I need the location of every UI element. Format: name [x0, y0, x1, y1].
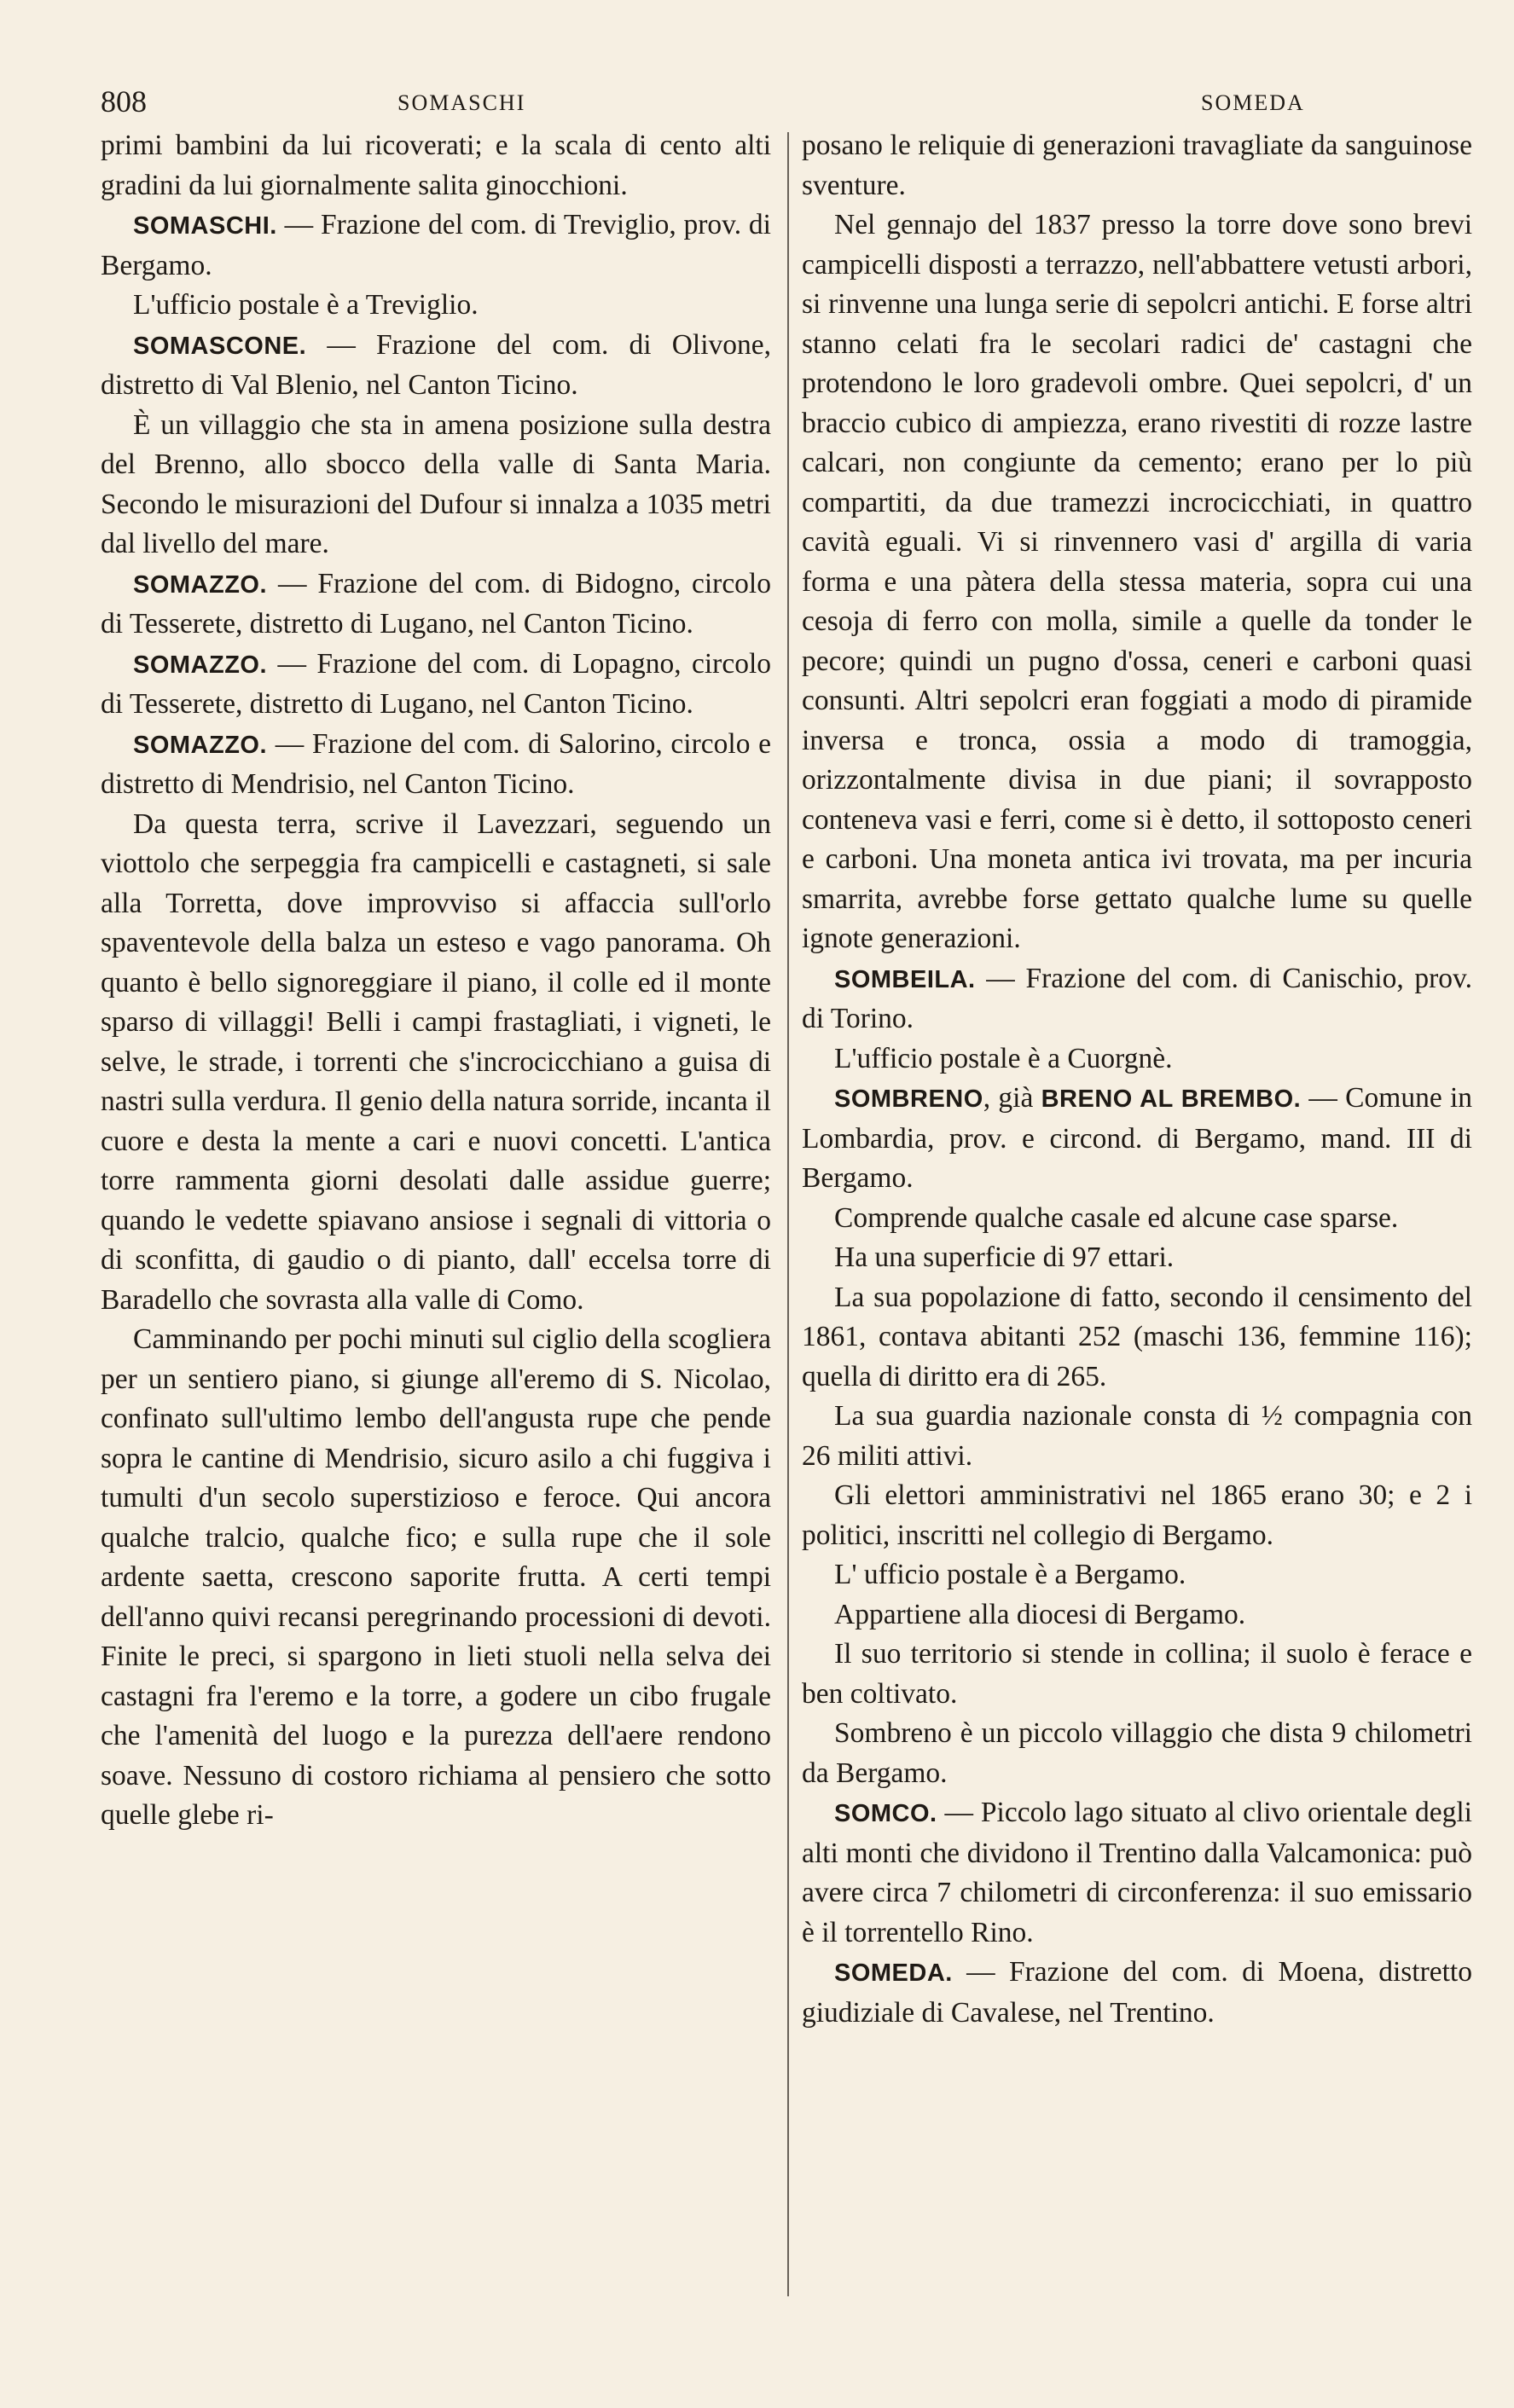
right-column: [802, 126, 1472, 2033]
paragraph-text: — Frazione del com. di Canischio, prov. di Torino.: [802, 962, 1472, 1034]
entry-headword: BRENO AL BREMBO.: [1041, 1085, 1302, 1113]
body-paragraph: [802, 1595, 1472, 1635]
paragraph-text: — Frazione del com. di Moena, distretto giudiziale di Cavalese, nel Trentino.: [802, 1956, 1472, 2029]
entry-headword: SOMAZZO.: [133, 731, 268, 759]
body-paragraph: [802, 1397, 1472, 1476]
paragraph-text: Da questa terra, scrive il Lavezzari, seguendo un viottolo che serpeggia fra campicelli e castagneti, si sale alla Torretta, dove improvviso si affaccia sull'orlo spaventevole della balza un esteso e vago panorama. Oh quanto è bello signoreggiare il piano, il colle ed il monte sparso di villaggi! Belli i campi frastagliati, i vigneti, le selve, le strade, i torrenti che s'incrocicchiano a guisa di nastri sulla verdura. Il genio della natura sorride, incanta il cuore e desta la mente a cari e nuovi concetti. L'antica torre rammenta giorni desolati dalle assidue guerre; quando le vedette spiavano ansiose i segnali di vittoria o di sconfitta, di gaudio o di pianto, dall' eccelsa torre di Baradello che sovrasta alla valle di Como.: [101, 807, 771, 1316]
entry-paragraph: [802, 959, 1472, 1039]
body-paragraph: [802, 1476, 1472, 1555]
body-paragraph: [802, 1238, 1472, 1278]
paragraph-text: — Comune in Lombardia, prov. e circond. di Bergamo, mand. III di Bergamo.: [802, 1082, 1473, 1194]
paragraph-text: L' ufficio postale è a Bergamo.: [834, 1559, 1186, 1590]
body-paragraph: [101, 805, 771, 1321]
paragraph-text: Nel gennajo del 1837 presso la torre dove sono brevi campicelli disposti a terrazzo, nell'abbattere vetusti arbori, si rinvenne una lunga serie di sepolcri antichi. E forse altri stanno celati fra le secolari radici de' castagni che protendono le loro gradevoli ombre. Quei sepolcri, d' un braccio cubico di ampiezza, erano rivestiti di rozze lastre calcari, non congiunte da cemento; erano per lo più compartiti, da due tramezzi incrocicchiati, in quattro cavità eguali. Vi si rinvennero vasi d' argilla di varia forma e una pàtera della stessa materia, sopra cui una cesoja di ferro con molla, simile a quelle da tonder le pecore; quindi un pugno d'ossa, ceneri e carboni quasi consunti. Altri sepolcri eran foggiati a modo di piramide inversa e tronca, ossia a modo di tramoggia, orizzontalmente divisa in due piani; il sovrapposto conteneva vasi e ferri, come si è detto, il sottoposto ceneri e carboni. Una moneta antica ivi trovata, ma per incuria smarrita, avrebbe forse gettato qualche lume su quelle ignote generazioni.: [802, 209, 1472, 954]
entry-paragraph: [802, 1079, 1472, 1199]
entry-paragraph: [101, 326, 771, 406]
body-paragraph: [101, 126, 771, 205]
body-paragraph: [802, 1635, 1472, 1714]
paragraph-text: Sombreno è un piccolo villaggio che dista 9 chilometri da Bergamo.: [802, 1717, 1472, 1789]
paragraph-text: La sua guardia nazionale consta di ½ compagnia con 26 militi attivi.: [802, 1400, 1472, 1472]
body-paragraph: [802, 1199, 1472, 1239]
paragraph-text: Comprende qualche casale ed alcune case sparse.: [834, 1201, 1399, 1234]
entry-headword: SOMCO.: [834, 1800, 937, 1827]
paragraph-text: — Piccolo lago situato al clivo orientale degli alti monti che dividono il Trentino dalla Valcamonica: può avere circa 7 chilometri di circonferenza: il suo emissario è il torrentello Rino.: [802, 1797, 1472, 1948]
body-paragraph: [802, 126, 1472, 205]
page-header: [101, 84, 1474, 126]
entry-headword: SOMAZZO.: [133, 570, 268, 599]
paragraph-text: Camminando per pochi minuti sul ciglio della scogliera per un sentiero piano, si giunge all'eremo di S. Nicolao, confinato sull'ultimo lembo dell'angusta rupe che pende sopra le cantine di Mendrisio, sicuro asilo a chi fuggiva i tumulti d'un secolo superstizioso e feroce. Qui ancora qualche tralcio, qualche fico; e sulla rupe che il sole ardente saetta, crescono saporite frutta. A certi tempi dell'anno quivi recansi peregrinando processioni di devoti. Finite le preci, si spargono in lieti stuoli nella selva dei castagni fra l'eremo e la torre, a godere un cibo frugale che l'amenità del luogo e la purezza dell'aere rendono soave. Nessuno di costoro richiama al pensiero che sotto quelle glebe ri-: [101, 1323, 771, 1831]
body-paragraph: [802, 1278, 1472, 1398]
paragraph-text: — Frazione del com. di Lopagno, circolo di Tesserete, distretto di Lugano, nel Canton Ticino.: [101, 647, 771, 720]
paragraph-text: È un villaggio che sta in amena posizione sulla destra del Brenno, allo sbocco della valle di Santa Maria. Secondo le misurazioni del Dufour si innalza a 1035 metri dal livello del mare.: [101, 408, 771, 559]
body-paragraph: [101, 1320, 771, 1836]
paragraph-text: posano le reliquie di generazioni travagliate da sanguinose sventure.: [802, 130, 1472, 201]
entry-paragraph: [101, 725, 771, 805]
paragraph-text: — Frazione del com. di Treviglio, prov. di Bergamo.: [101, 209, 771, 281]
entry-headword: SOMBEILA.: [834, 965, 976, 993]
entry-paragraph: [101, 205, 771, 286]
entry-paragraph: [802, 1953, 1472, 2033]
entry-headword: SOMEDA.: [834, 1959, 953, 1987]
paragraph-text: , già: [983, 1082, 1041, 1114]
body-paragraph: [101, 406, 771, 564]
paragraph-text: La sua popolazione di fatto, secondo il censimento del 1861, contava abitanti 252 (maschi 136, femmine 116); quella di diritto era di 265.: [802, 1281, 1472, 1392]
paragraph-text: primi bambini da lui ricoverati; e la scala di cento alti gradini da lui giornalmente salita ginocchioni.: [101, 130, 771, 201]
paragraph-text: L'ufficio postale è a Treviglio.: [133, 289, 479, 321]
paragraph-text: Gli elettori amministrativi nel 1865 erano 30; e 2 i politici, inscritti nel collegio di Bergamo.: [802, 1479, 1472, 1551]
entry-paragraph: [101, 645, 771, 725]
entry-headword: SOMAZZO.: [133, 651, 268, 679]
body-paragraph: [802, 1555, 1472, 1595]
body-paragraph: [802, 205, 1472, 959]
paragraph-text: — Frazione del com. di Olivone, distretto di Val Blenio, nel Canton Ticino.: [101, 328, 771, 401]
paragraph-text: Ha una superficie di 97 ettari.: [834, 1242, 1175, 1273]
entry-paragraph: [101, 564, 771, 645]
paragraph-text: — Frazione del com. di Bidogno, circolo di Tesserete, distretto di Lugano, nel Canton Ticino.: [101, 567, 771, 640]
paragraph-text: — Frazione del com. di Salorino, circolo e distretto di Mendrisio, nel Canton Ticino.: [101, 727, 771, 800]
entry-headword: SOMBRENO: [834, 1085, 983, 1113]
entry-headword: SOMASCHI.: [133, 212, 277, 240]
column-divider: [787, 132, 789, 2296]
paragraph-text: L'ufficio postale è a Cuorgnè.: [834, 1042, 1173, 1074]
page-number: 808: [101, 84, 147, 119]
paragraph-text: Il suo territorio si stende in collina; il suolo è ferace e ben coltivato.: [802, 1638, 1472, 1710]
body-paragraph: [802, 1714, 1472, 1793]
running-title-left: SOMASCHI: [397, 90, 526, 115]
left-column: [101, 126, 771, 1836]
body-paragraph: [101, 286, 771, 326]
body-paragraph: [802, 1039, 1472, 1080]
entry-headword: SOMASCONE.: [133, 332, 307, 360]
running-title-right: SOMEDA: [1201, 90, 1305, 115]
entry-paragraph: [802, 1793, 1472, 1953]
paragraph-text: Appartiene alla diocesi di Bergamo.: [834, 1598, 1246, 1630]
